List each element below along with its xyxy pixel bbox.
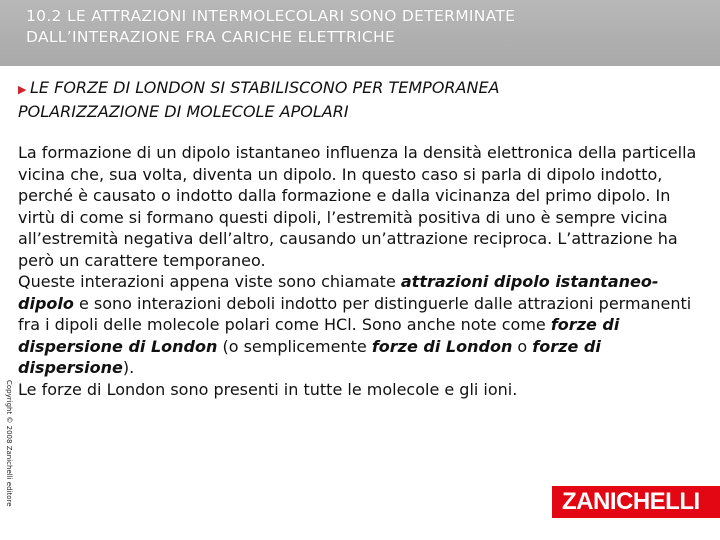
- body-paragraph-2-text-d: o: [512, 336, 533, 356]
- term-attrazioni-dipolo: attrazioni dipolo istantaneo-dipolo: [18, 272, 659, 313]
- copyright-notice: Copyright © 2008 Zanichelli editore: [5, 380, 13, 507]
- slide-title-line1: 10.2 LE ATTRAZIONI INTERMOLECOLARI SONO DETERMINATE: [26, 7, 516, 25]
- term-forze-dispersione: forze di dispersione: [18, 336, 601, 377]
- body-paragraph-2-text-b: e sono interazioni deboli indotto per distinguerle dalle attrazioni permanenti fra i dipoli delle molecole polari come HCl. Sono anche note come: [18, 293, 692, 334]
- slide-header: [0, 0, 720, 66]
- body-paragraph-3: Le forze di London sono presenti in tutte le molecole e gli ioni.: [18, 379, 518, 399]
- body-text: [18, 142, 703, 400]
- body-paragraph-2: [18, 271, 703, 379]
- slide-title: [26, 6, 706, 48]
- subheading-line2: POLARIZZAZIONE DI MOLECOLE APOLARI: [18, 102, 349, 121]
- body-paragraph-2-text-e: ).: [122, 358, 135, 377]
- subheading-line1: LE FORZE DI LONDON SI STABILISCONO PER TEMPORANEA: [30, 78, 500, 97]
- zanichelli-logo: ZANICHELLI: [552, 486, 720, 518]
- triangle-bullet-icon: ▶: [18, 83, 27, 96]
- body-paragraph-2-text-c: (o semplicemente: [217, 336, 372, 356]
- slide-title-line2: DALL’INTERAZIONE FRA CARICHE ELETTRICHE: [26, 28, 396, 46]
- term-forze-dispersione-london: forze di dispersione di London: [18, 315, 620, 356]
- term-forze-london: forze di London: [371, 336, 513, 356]
- body-paragraph-2-text-a: Queste interazioni appena viste sono chiamate: [18, 272, 401, 291]
- body-paragraph-1: La formazione di un dipolo istantaneo influenza la densità elettronica della particella vicina che, sua volta, diventa un dipolo. In questo caso si parla di dipolo indotto, perché è causato o indotto dalla formazione e dalla vicinanza del primo dipolo. In virtù di come si formano questi dipoli, l’estremità positiva di uno è sempre vicina all’estremità negativa dell’altro, causando un’attrazione reciproca. L’attrazione ha però un carattere temporaneo.: [18, 143, 697, 270]
- section-subheading: [18, 77, 708, 123]
